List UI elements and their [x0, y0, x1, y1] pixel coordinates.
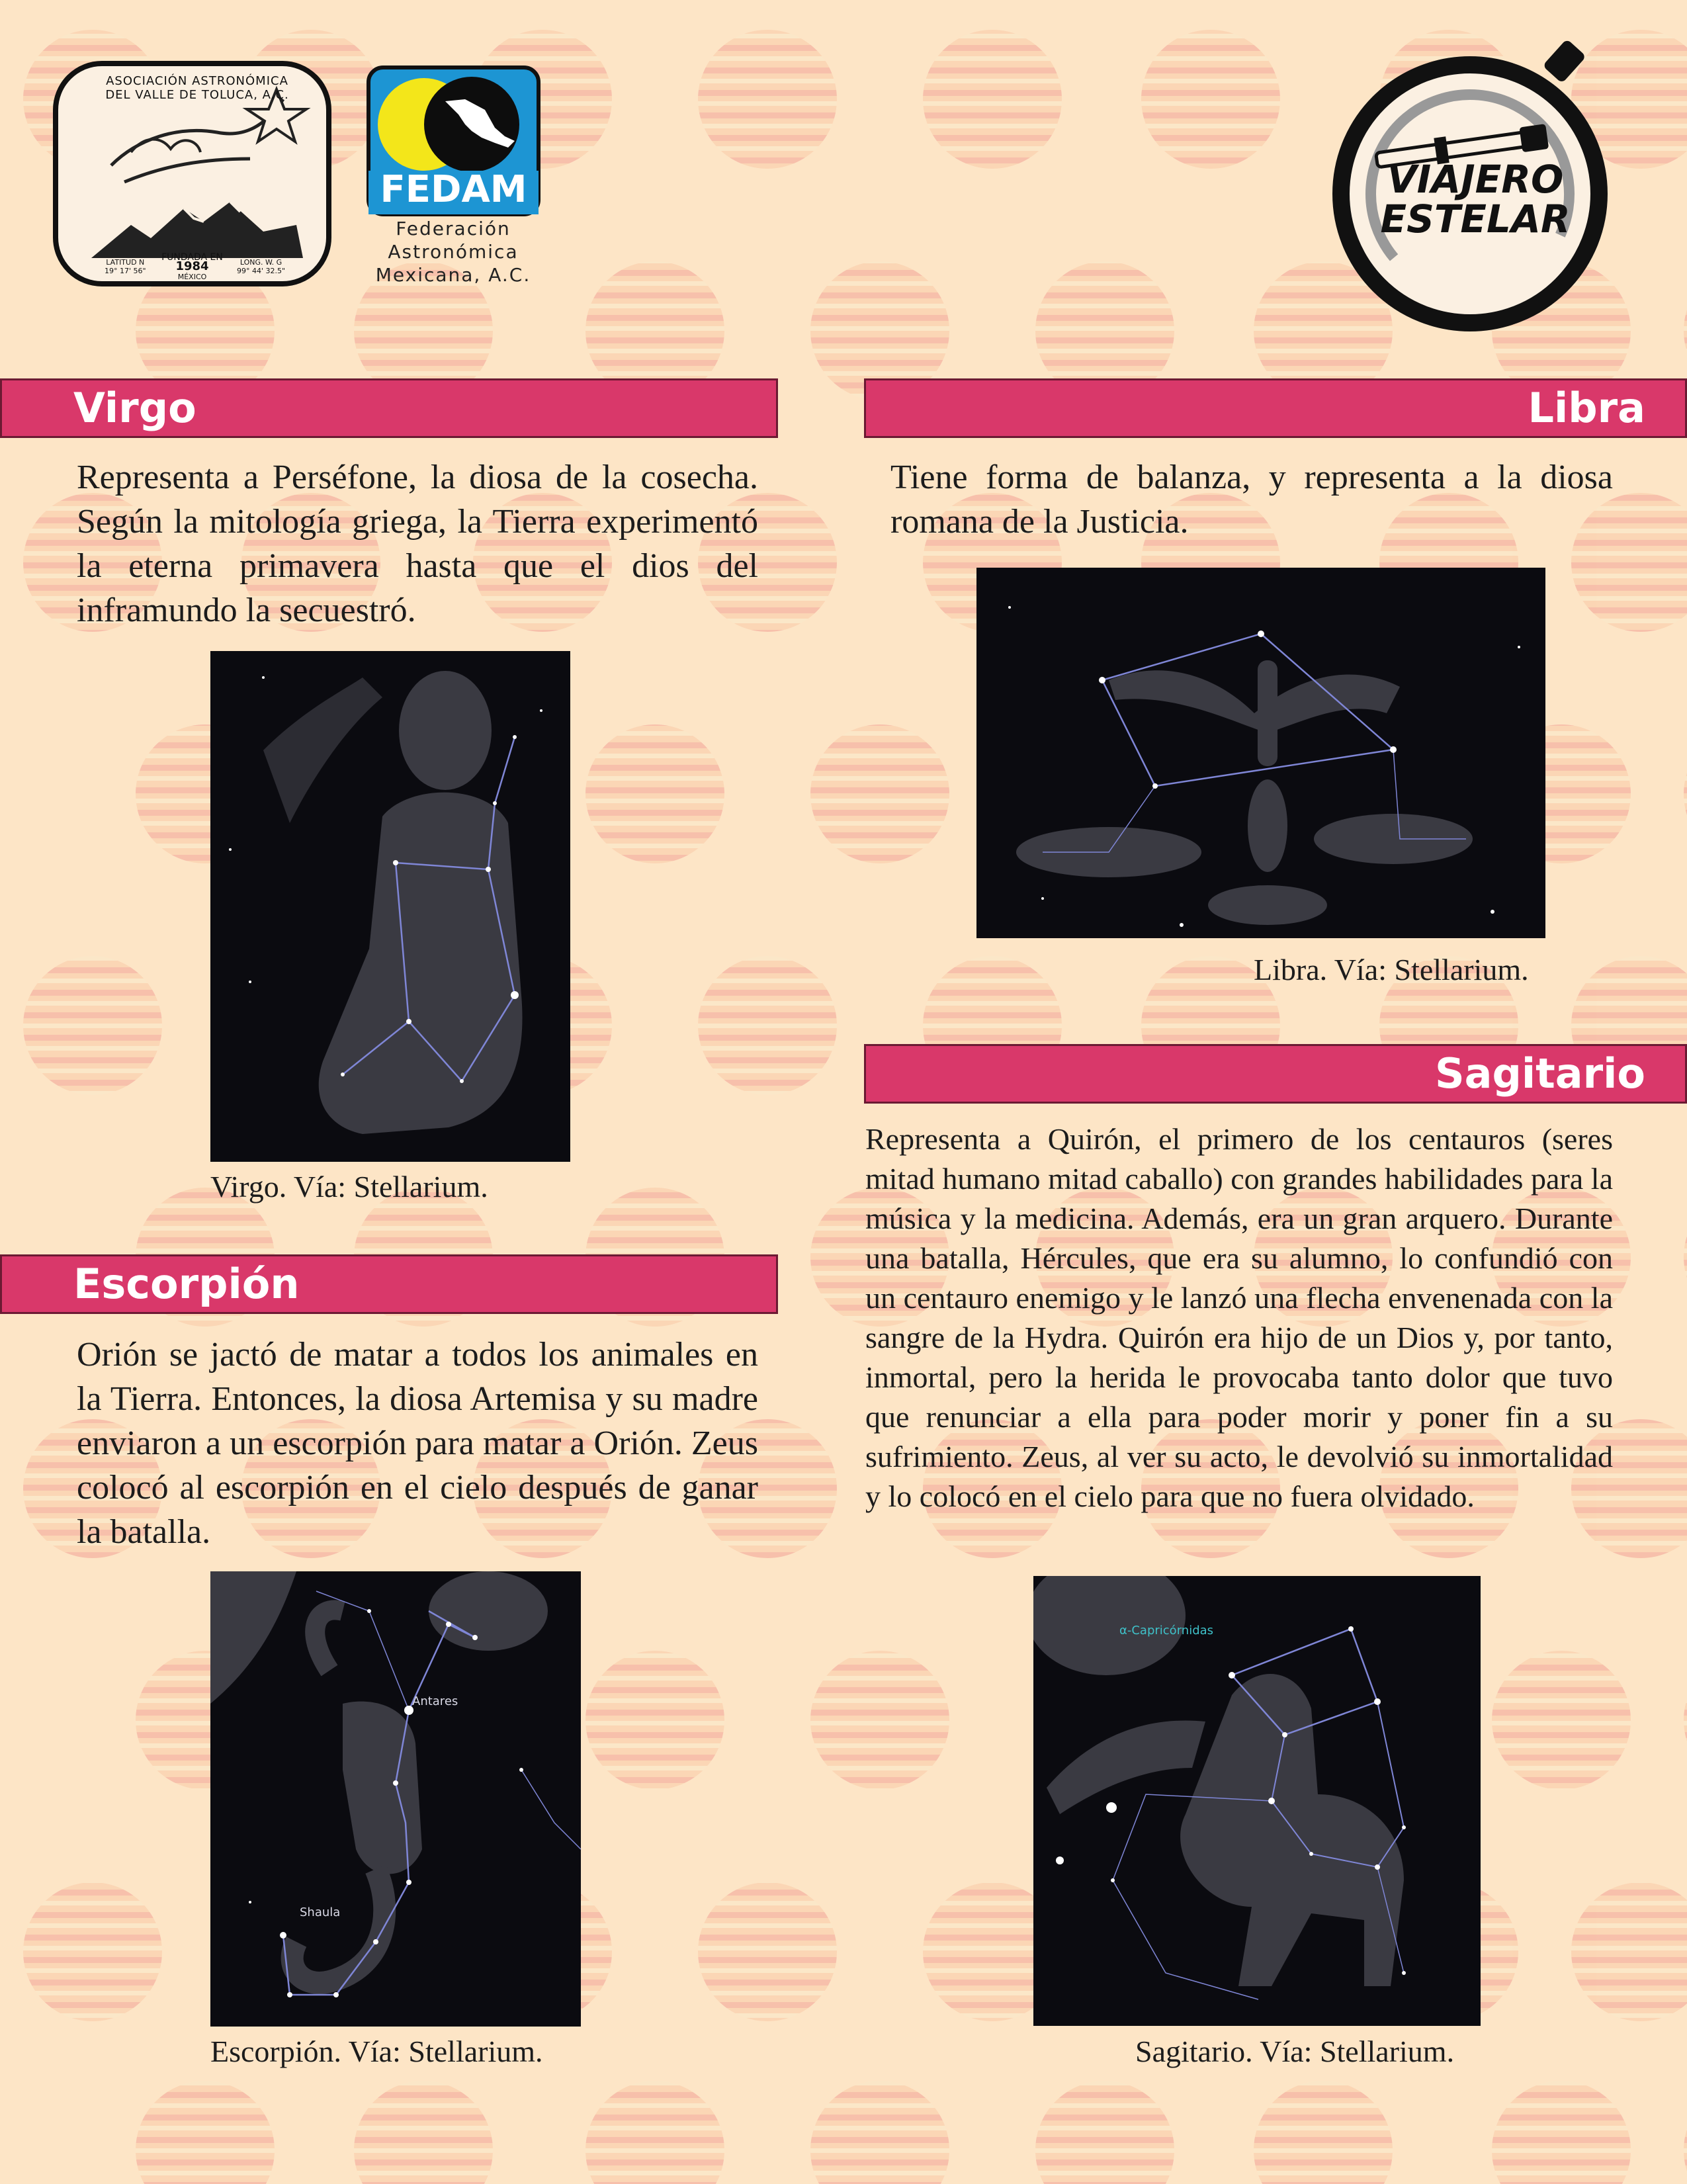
background-disc — [1684, 2081, 1687, 2184]
fedam-line-3: Mexicana, A.C. — [375, 264, 531, 286]
background-disc — [1571, 1882, 1687, 2021]
virgo-banner — [0, 378, 778, 438]
sagitario-text: Representa a Quirón, el primero de los centauros (seres mitad humano mitad caballo) con grandes habilidades para la música y la medicina. Además, era un gran arquero. Durante una batalla, Hércules, que era su alumno, lo confundió con un centauro enemigo y le lanzó una flecha envenenada con la sangre de la Hydra. Quirón era hijo de un Dios y, por tanto, inmortal, pero la herida le provocaba tanto dolor que tuvo que renunciar a ella para poder morir y poner fin a su sufrimiento. Zeus, al ver su acto, le devolvió su inmortalidad y lo colocó en el cielo para que no fuera olvidado. — [865, 1122, 1613, 1513]
asociacion-latitude: LATITUD N 19° 17' 56" — [105, 258, 146, 275]
antares-label: Antares — [412, 1694, 458, 1708]
escorpion-image — [210, 1571, 581, 2027]
background-disc — [1684, 1188, 1687, 1327]
background-disc — [810, 2081, 949, 2184]
background-disc — [1684, 724, 1687, 863]
background-disc — [23, 956, 162, 1095]
viajero-estelar-logo — [1323, 36, 1621, 334]
background-disc — [1492, 2081, 1631, 2184]
background-disc — [585, 1651, 724, 1790]
background-disc — [923, 30, 1062, 169]
background-disc — [1141, 30, 1280, 169]
escorpion-title: Escorpión — [73, 1260, 300, 1308]
fedam-logo — [366, 65, 541, 217]
libra-banner — [864, 378, 1687, 438]
virgo-image — [210, 651, 570, 1162]
asociacion-longitude: LONG. W. G 99° 44' 32.5" — [237, 258, 286, 275]
fedam-line-1: Federación — [396, 218, 511, 240]
fedam-text — [357, 217, 549, 286]
asociacion-logo — [52, 60, 333, 288]
viajero-line-1: VIAJERO — [1387, 157, 1564, 202]
background-disc — [136, 2081, 275, 2184]
libra-caption: Libra. Vía: Stellarium. — [1254, 953, 1529, 986]
background-disc — [1254, 2081, 1393, 2184]
escorpion-banner — [0, 1254, 778, 1314]
sagitario-banner — [864, 1044, 1687, 1104]
virgo-text: Representa a Perséfone, la diosa de la cosecha. Según la mitología griega, la Tierra experimentó la eterna primavera hasta que el dios del inframundo la secuestró. — [77, 459, 758, 629]
background-disc — [1492, 1651, 1631, 1790]
shaula-label: Shaula — [300, 1905, 341, 1919]
sagitario-caption: Sagitario. Vía: Stellarium. — [1135, 2034, 1455, 2068]
escorpion-caption: Escorpión. Vía: Stellarium. — [210, 2034, 543, 2068]
asociacion-ring-title: ASOCIACIÓN ASTRONÓMICA DEL VALLE DE TOLUCA, A.C. — [105, 74, 289, 102]
fedam-line-2: Astronómica — [388, 241, 519, 263]
background-disc — [810, 724, 949, 863]
background-disc — [585, 2081, 724, 2184]
virgo-caption: Virgo. Vía: Stellarium. — [210, 1170, 488, 1203]
fedam-badge: FEDAM — [380, 168, 527, 211]
background-disc — [354, 2081, 493, 2184]
background-disc — [698, 956, 837, 1095]
background-disc — [23, 1882, 162, 2021]
sagitario-title: Sagitario — [1434, 1049, 1645, 1098]
libra-text: Tiene forma de balanza, y representa a la diosa romana de la Justicia. — [890, 459, 1613, 541]
background-disc — [698, 1882, 837, 2021]
virgo-title: Virgo — [73, 384, 196, 432]
viajero-line-2: ESTELAR — [1380, 197, 1571, 241]
background-disc — [585, 724, 724, 863]
libra-title: Libra — [1528, 384, 1645, 432]
sagitario-star-label: α-Capricórnidas — [1119, 1624, 1214, 1638]
asociacion-founded: FUNDADA EN 1984 MÉXICO — [161, 252, 223, 281]
background-disc — [698, 30, 837, 169]
sagitario-image — [1033, 1576, 1481, 2026]
escorpion-text: Orión se jactó de matar a todos los animales en la Tierra. Entonces, la diosa Artemisa y su madre enviaron a un escorpión para matar a Orión. Zeus colocó al escorpión en el cielo después de ganar la batalla. — [77, 1336, 758, 1551]
background-disc — [1684, 1651, 1687, 1790]
libra-image — [976, 568, 1545, 938]
background-disc — [810, 1651, 949, 1790]
background-disc — [1035, 2081, 1174, 2184]
